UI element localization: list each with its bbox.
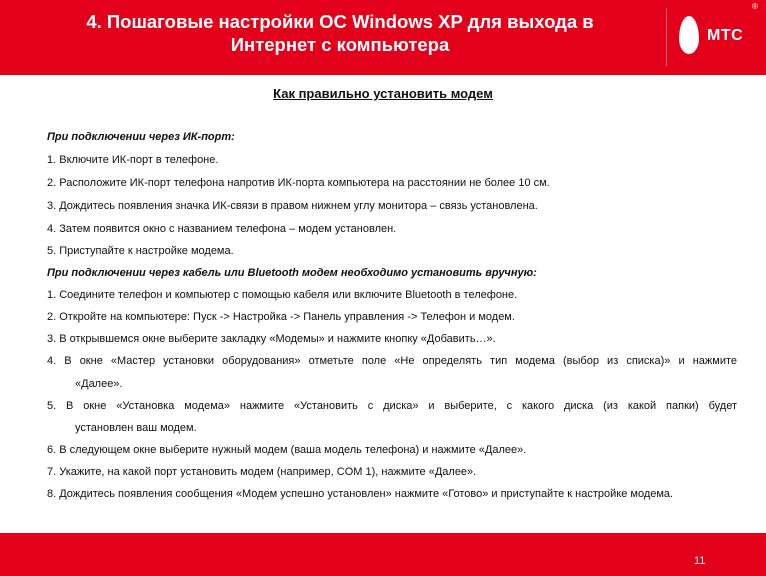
- cable-step-6: 6. В следующем окне выберите нужный модем (ваша модель телефона) и нажмите «Далее».: [47, 444, 527, 456]
- ir-step-5: 5. Приступайте к настройке модема.: [47, 245, 234, 257]
- cable-step-1: 1. Соедините телефон и компьютер с помощью кабеля или включите Bluetooth в телефоне.: [47, 289, 518, 301]
- cable-step-5-line1: 5. В окне «Установка модема» нажмите «Установить с диска» и выберите, с какого диска (из какой папки) будет: [47, 400, 737, 412]
- cable-step-4-line1: 4. В окне «Мастер установки оборудования» отметьте поле «Не определять тип модема (выбор из списка)» и нажмите: [47, 355, 737, 367]
- ir-step-2: 2. Расположите ИК-порт телефона напротив ИК-порта компьютера на расстоянии не более 10 см.: [47, 177, 550, 189]
- mts-logo: [666, 8, 759, 66]
- page-title: [40, 10, 640, 56]
- footer-bar: [0, 533, 766, 576]
- registered-mark: ®: [752, 2, 758, 11]
- cable-step-5-line2: установлен ваш модем.: [75, 422, 197, 434]
- logo-text: МТС: [707, 27, 744, 44]
- page-title-line2: Интернет с компьютера: [230, 34, 450, 55]
- section-subtitle: Как правильно установить модем: [273, 86, 493, 101]
- cable-step-2: 2. Откройте на компьютере: Пуск -> Настройка -> Панель управления -> Телефон и модем.: [47, 311, 515, 323]
- cable-step-3: 3. В открывшемся окне выберите закладку «Модемы» и нажмите кнопку «Добавить…».: [47, 333, 496, 345]
- page-title-line1: 4. Пошаговые настройки ОС Windows XP для выхода в: [86, 11, 594, 32]
- cable-section-heading: При подключении через кабель или Bluetooth модем необходимо установить вручную:: [47, 267, 537, 279]
- cable-step-8: 8. Дождитесь появления сообщения «Модем успешно установлен» нажмите «Готово» и приступайте к настройке модема.: [47, 488, 674, 500]
- ir-step-4: 4. Затем появится окно с названием телефона – модем установлен.: [47, 223, 397, 235]
- cable-step-4-line2: «Далее».: [75, 378, 123, 390]
- ir-step-1: 1. Включите ИК-порт в телефоне.: [47, 154, 219, 166]
- header-bar: [0, 0, 766, 75]
- egg-logo-icon: [679, 16, 699, 54]
- cable-step-7: 7. Укажите, на какой порт установить модем (например, COM 1), нажмите «Далее».: [47, 466, 477, 478]
- page-number: 11: [694, 555, 706, 567]
- ir-section-heading: При подключении через ИК-порт:: [47, 131, 235, 143]
- ir-step-3: 3. Дождитесь появления значка ИК-связи в правом нижнем углу монитора – связь установлена.: [47, 200, 538, 212]
